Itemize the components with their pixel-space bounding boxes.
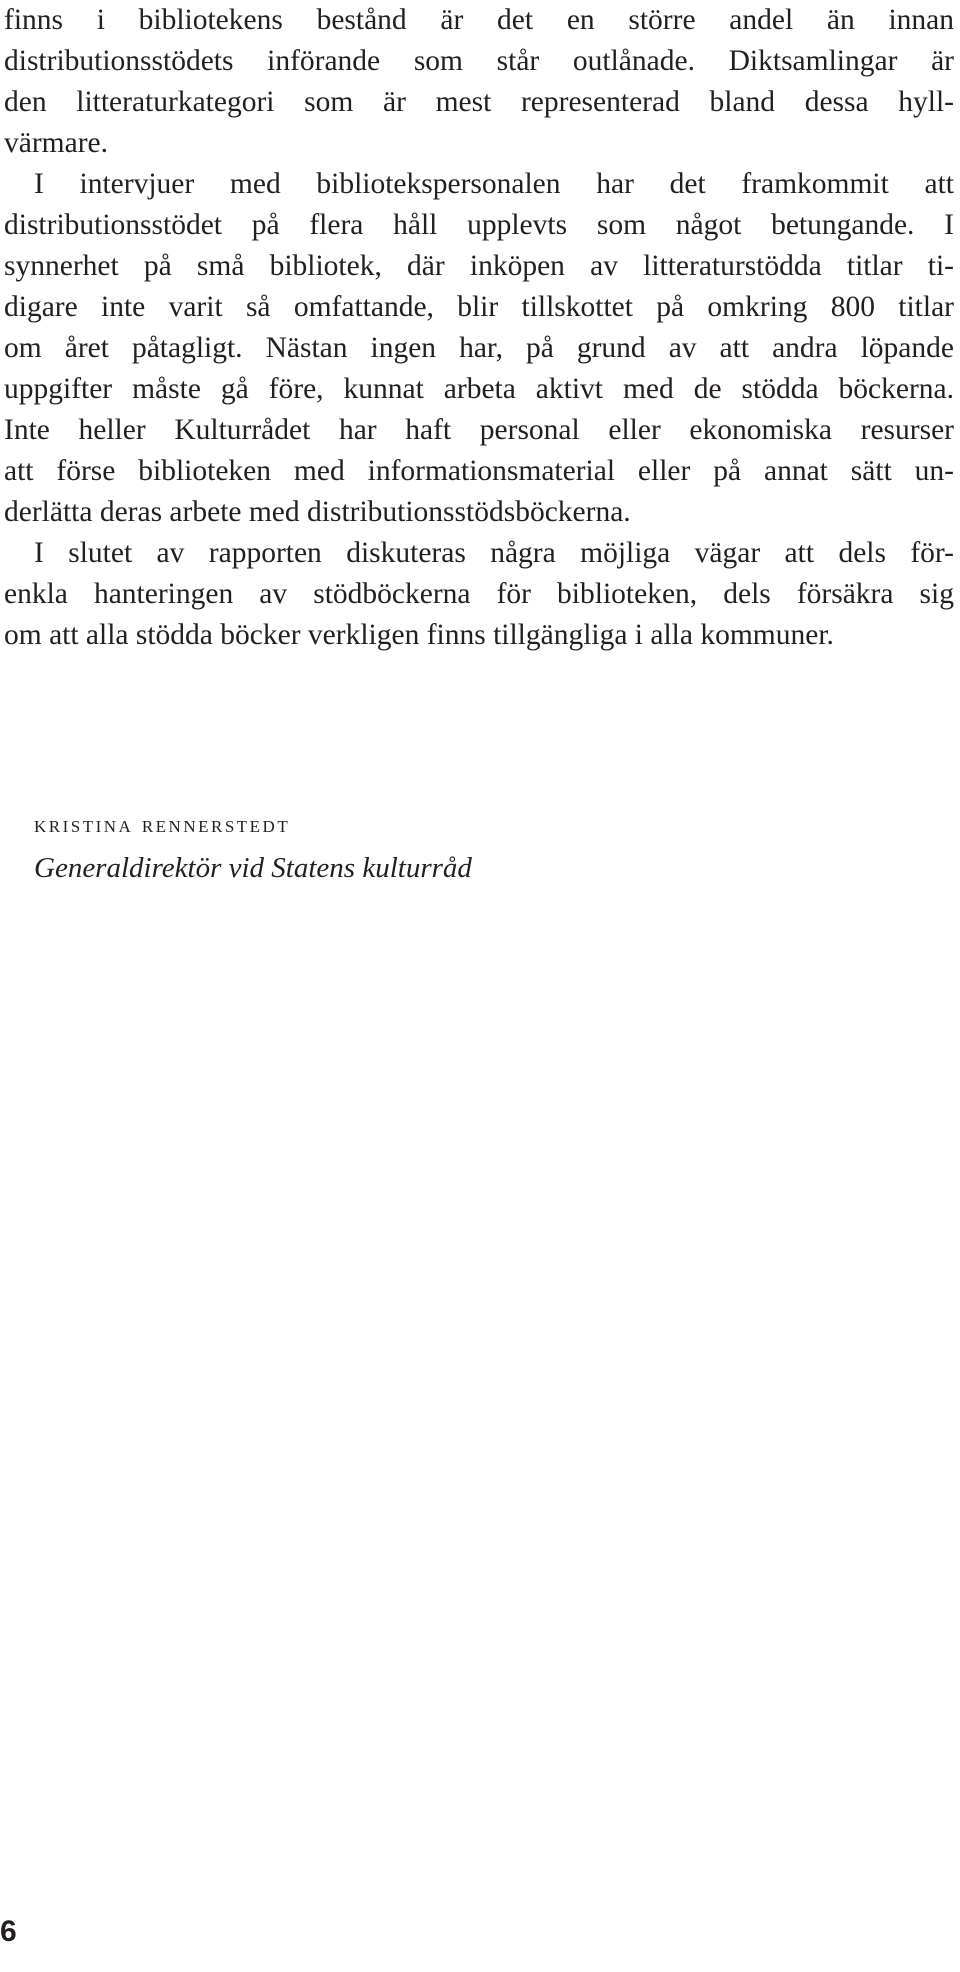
page-number: 6 [0, 1915, 17, 1948]
text-line: Inte heller Kulturrådet har haft personal eller ekonomiska resurser [4, 414, 954, 446]
text-line: synnerhet på små bibliotek, där inköpen av litteraturstödda titlar ti- [4, 250, 954, 282]
text-line: derlätta deras arbete med distributionsstödsböckerna. [4, 496, 631, 528]
text-line: att förse biblioteken med informationsmaterial eller på annat sätt un- [4, 455, 954, 487]
paragraph-interviews [4, 164, 954, 533]
signature-block [34, 808, 472, 890]
text-line: uppgifter måste gå före, kunnat arbeta aktivt med de stödda böckerna. [4, 373, 954, 405]
paragraph-conclusion [4, 533, 954, 656]
text-line: distributionsstödets införande som står outlånade. Diktsamlingar är [4, 45, 954, 77]
text-line: digare inte varit så omfattande, blir tillskottet på omkring 800 titlar [4, 291, 954, 323]
signature-title: Generaldirektör vid Statens kulturråd [34, 852, 472, 884]
text-line: I slutet av rapporten diskuteras några möjliga vägar att dels för- [34, 537, 954, 569]
text-line: finns i bibliotekens bestånd är det en större andel än innan [4, 4, 954, 36]
paragraph-continuation [4, 0, 954, 164]
signature-name: kristina rennerstedt [34, 812, 291, 838]
text-line: I intervjuer med bibliotekspersonalen har det framkommit att [34, 168, 954, 200]
text-line: om att alla stödda böcker verkligen finns tillgängliga i alla kommuner. [4, 619, 834, 651]
text-line: distributionsstödet på flera håll upplevts som något betungande. I [4, 209, 954, 241]
text-line: enkla hanteringen av stödböckerna för biblioteken, dels försäkra sig [4, 578, 954, 610]
text-line: värmare. [4, 127, 108, 159]
text-line: om året påtagligt. Nästan ingen har, på grund av att andra löpande [4, 332, 954, 364]
body-text [4, 0, 954, 656]
text-line: den litteraturkategori som är mest representerad bland dessa hyll- [4, 86, 954, 118]
